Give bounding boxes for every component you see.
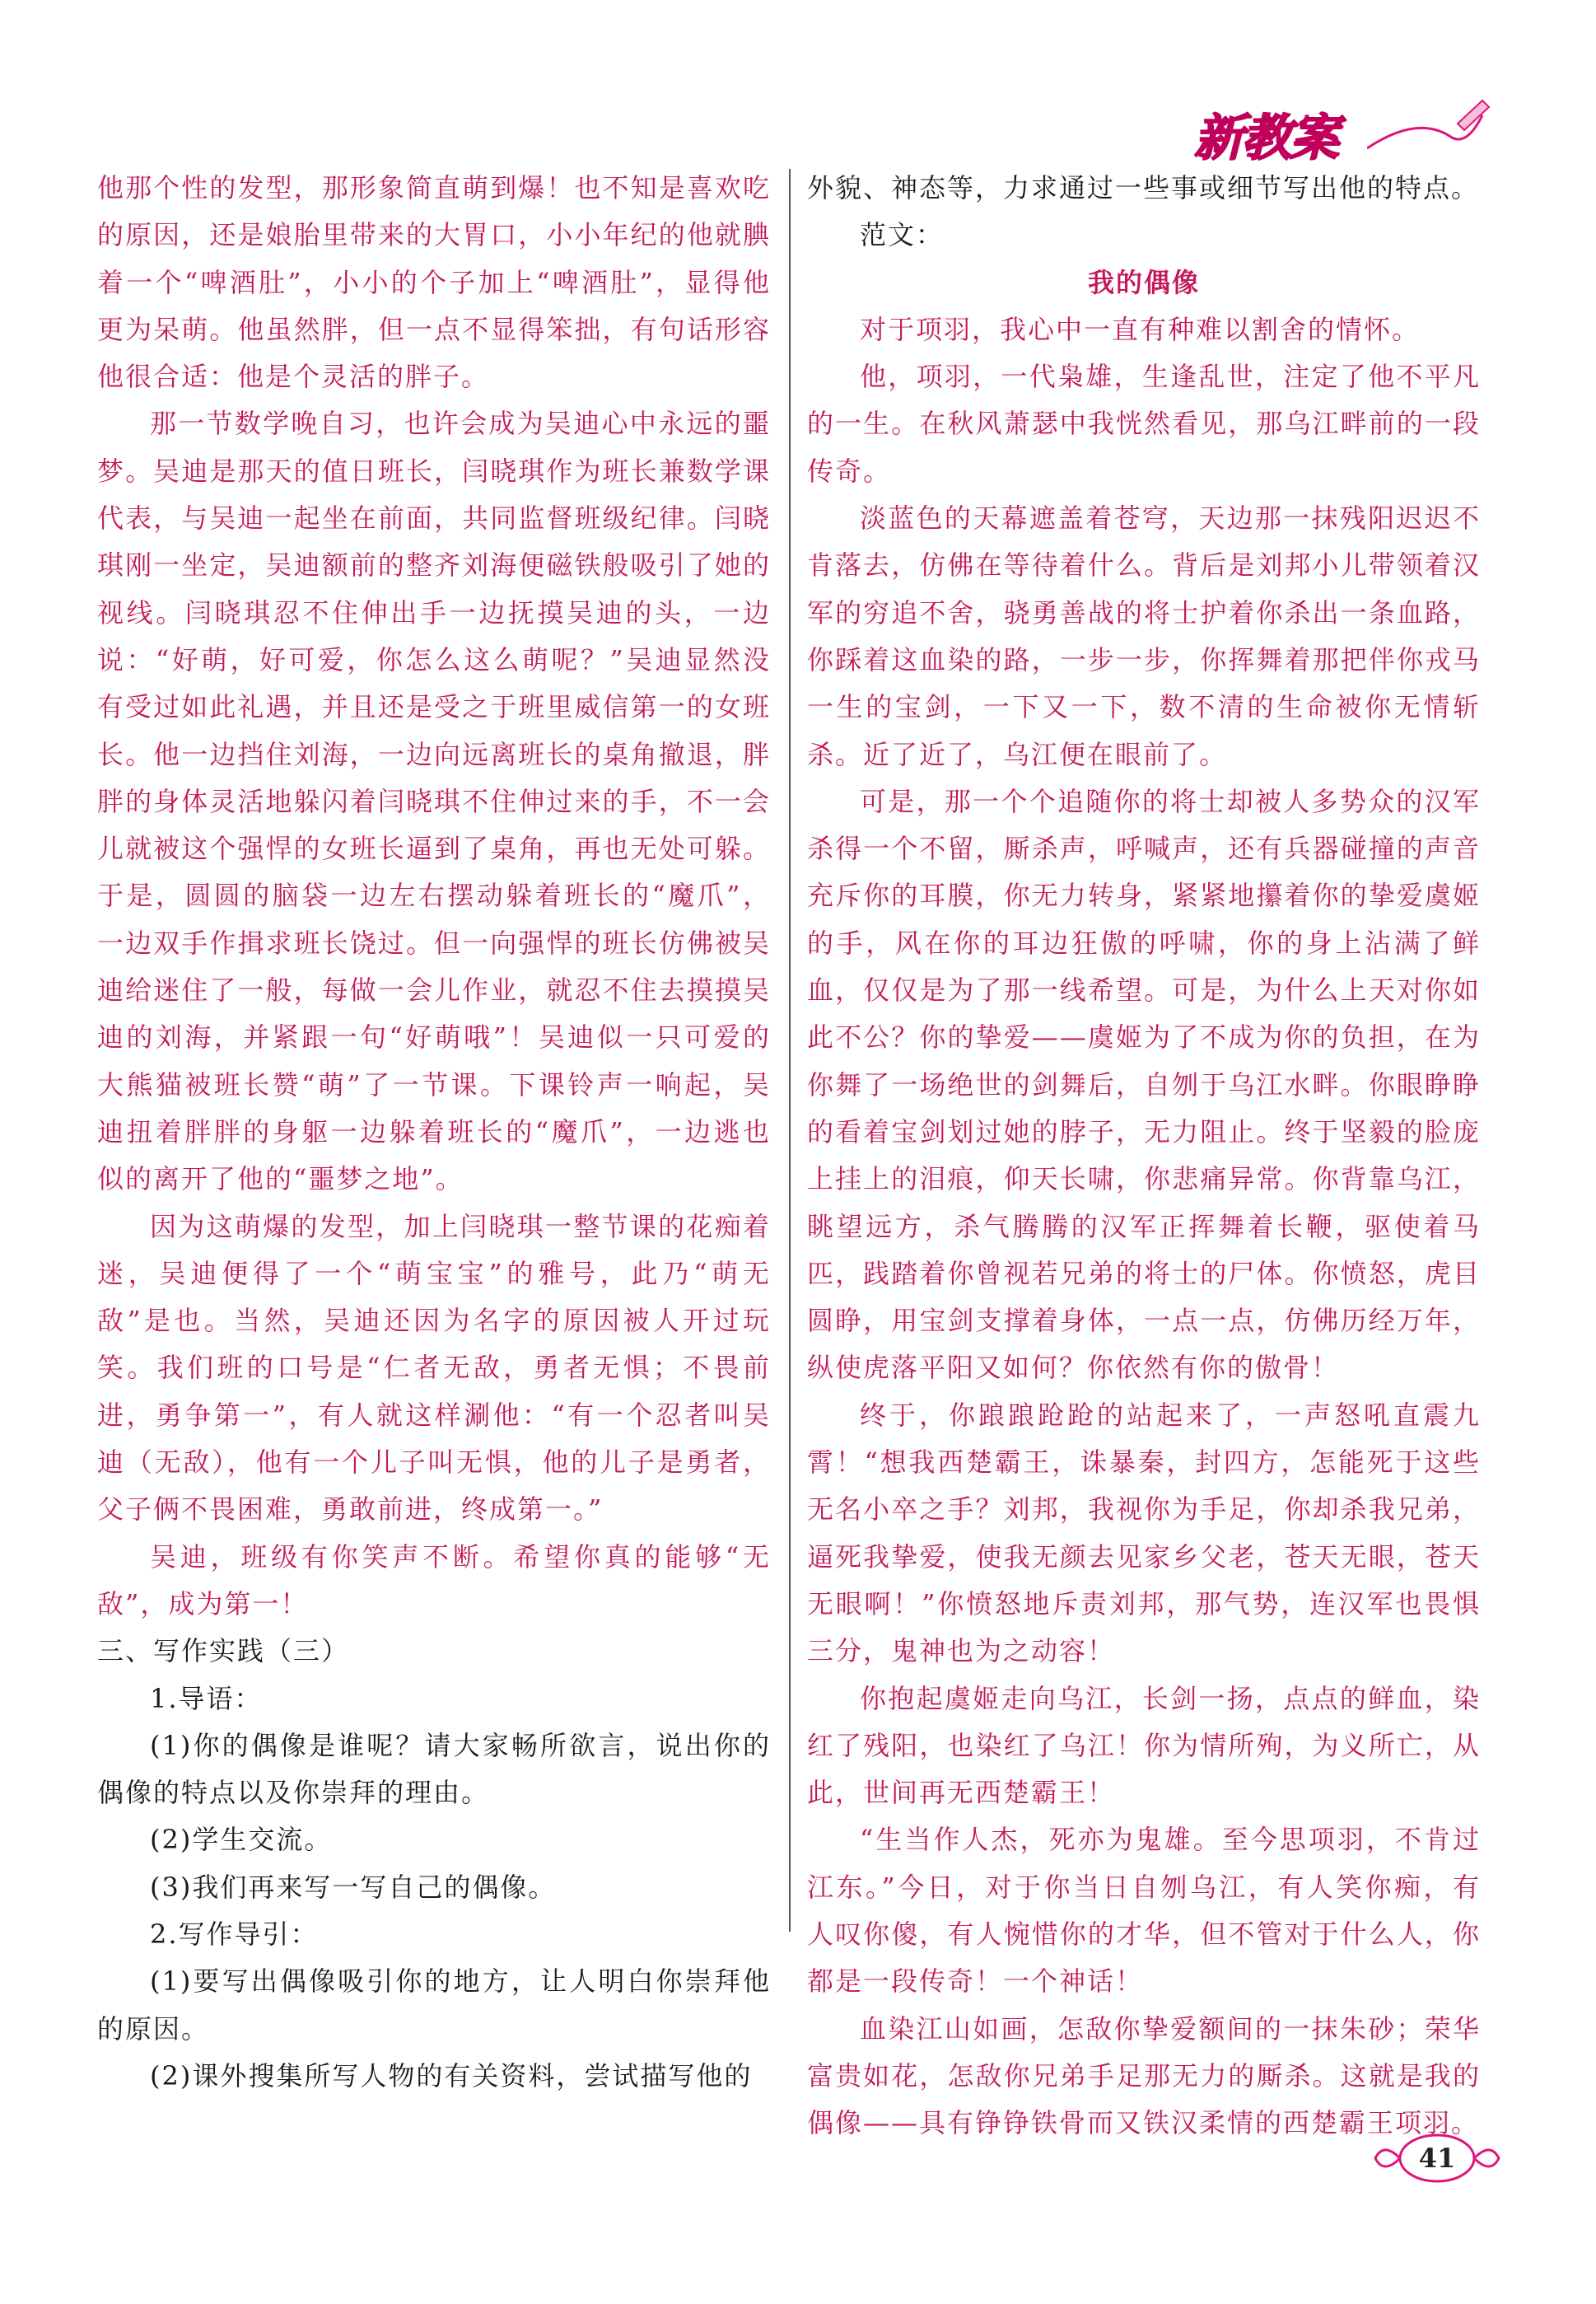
guide-item-3: (3)我们再来写一写自己的偶像。 <box>150 1871 557 1903</box>
writing-item-1: (1)要写出偶像吸引你的地方，让人明白你崇拜他的原因。 <box>97 1965 771 2045</box>
writing-item-2: (2)课外搜集所写人物的有关资料，尝试描写他的 <box>150 2059 753 2091</box>
essay-paragraph-1: 对于项羽，我心中一直有种难以割舍的情怀。 <box>860 313 1421 345</box>
logo-text: 新教案 <box>1194 110 1337 167</box>
guide-item-1: (1)你的偶像是谁呢？请大家畅所欲言，说出你的偶像的特点以及你崇拜的理由。 <box>97 1729 771 1809</box>
left-paragraph-2: 那一节数学晚自习，也许会成为吴迪心中永远的噩梦。吴迪是那天的值日班长，闫晓琪作为班长兼数学课代表，与吴迪一起坐在前面，共同监督班级纪律。闫晓琪刚一坐定，吴迪额前的整齐刘海便磁铁般吸引了她的视线。闫晓琪忍不住伸出手一边抚摸吴迪的头，一边说：“好萌，好可爱，你怎么这么萌呢？”吴迪显然没有受过如此礼遇，并且还是受之于班里威信第一的女班长。他一边挡住刘海，一边向远离班长的桌角撤退，胖胖的身体灵活地躲闪着闫晓琪不住伸过来的手，不一会儿就被这个强悍的女班长逼到了桌角，再也无处可躲。于是，圆圆的脑袋一边左右摆动躲着班长的“魔爪”，一边双手作揖求班长饶过。但一向强悍的班长仿佛被吴迪给迷住了一般，每做一会儿作业，就忍不住去摸摸吴迪的刘海，并紧跟一句“好萌哦”！吴迪似一只可爱的大熊猫被班长赞“萌”了一节课。下课铃声一响起，吴迪扭着胖胖的身躯一边躲着班长的“魔爪”，一边逃也似的离开了他的“噩梦之地”。 <box>97 408 771 1195</box>
guide-heading: 1.导语： <box>150 1682 263 1714</box>
left-paragraph-4: 吴迪，班级有你笑声不断。希望你真的能够“无敌”，成为第一！ <box>97 1540 771 1619</box>
right-column <box>807 165 1481 2147</box>
guide-item-2: (2)学生交流。 <box>150 1824 333 1856</box>
left-column <box>97 165 771 2100</box>
essay-paragraph-3: 淡蓝色的天幕遮盖着苍穹，天边那一抹残阳迟迟不肯落去，仿佛在等待着什么。背后是刘邦小儿带领着汉军的穷追不舍，骁勇善战的将士护着你杀出一条血路，你踩着这血染的路，一步一步，你挥舞着那把伴你戎马一生的宝剑，一下又一下，数不清的生命被你无情斩杀。近了近了，乌江便在眼前了。 <box>807 502 1481 770</box>
essay-paragraph-5: 终于，你踉踉跄跄的站起来了，一声怒吼直震九霄！“想我西楚霸王，诛暴秦，封四方，怎能死于这些无名小卒之手？刘邦，我视你为手足，你却杀我兄弟，逼死我挚爱，使我无颜去见家乡父老，苍天无眼，苍天无眼啊！”你愤怒地斥责刘邦，那气势，连汉军也畏惧三分，鬼神也为之动容！ <box>807 1399 1481 1667</box>
essay-paragraph-4: 可是，那一个个追随你的将士却被人多势众的汉军杀得一个不留，厮杀声，呼喊声，还有兵器碰撞的声音充斥你的耳膜，你无力转身，紧紧地攥着你的挚爱虞姬的手，风在你的耳边狂傲的呼啸，你的身上沾满了鲜血，仅仅是为了那一线希望。可是，为什么上天对你如此不公？你的挚爱——虞姬为了不成为你的负担，在为你舞了一场绝世的剑舞后，自刎于乌江水畔。你眼睁睁的看着宝剑划过她的脖子，无力阻止。终于坚毅的脸庞上挂上的泪痕，仰天长啸，你悲痛异常。你背靠乌江，眺望远方，杀气腾腾的汉军正挥舞着长鞭，驱使着马匹，践踏着你曾视若兄弟的将士的尸体。你愤怒，虎目圆睁，用宝剑支撑着身体，一点一点，仿佛历经万年，纵使虎落平阳又如何？你依然有你的傲骨！ <box>807 785 1481 1384</box>
page-number: 41 <box>1418 2143 1456 2174</box>
writing-heading: 2.写作导引： <box>150 1918 319 1950</box>
essay-paragraph-7: “生当作人杰，死亦为鬼雄。至今思项羽，不肯过江东。”今日，对于你当日自刎乌江，有人笑你痴，有人叹你傻，有人惋惜你的才华，但不管对于什么人，你都是一段传奇！一个神话！ <box>807 1824 1481 1998</box>
essay-paragraph-6: 你抱起虞姬走向乌江，长剑一扬，点点的鲜血，染红了残阳，也染红了乌江！你为情所殉，为义所亡，从此，世间再无西楚霸王！ <box>807 1682 1481 1809</box>
continuation-text: 外貌、神态等，力求通过一些事或细节写出他的特点。 <box>807 172 1480 203</box>
pencil-swoosh-icon <box>1367 91 1491 165</box>
essay-paragraph-2: 他，项羽，一代枭雄，生逢乱世，注定了他不平凡的一生。在秋风萧瑟中我恍然看见，那乌江畔前的一段传奇。 <box>807 361 1481 487</box>
column-divider <box>789 169 791 1932</box>
essay-paragraph-8: 血染江山如画，怎敌你挚爱额间的一抹朱砂；荣华富贵如花，怎敌你兄弟手足那无力的厮杀。这就是我的偶像——具有铮铮铁骨而又铁汉柔情的西楚霸王项羽。 <box>807 2012 1481 2139</box>
left-paragraph-3: 因为这萌爆的发型，加上闫晓琪一整节课的花痴着迷，吴迪便得了一个“萌宝宝”的雅号，此乃“萌无敌”是也。当然，吴迪还因为名字的原因被人开过玩笑。我们班的口号是“仁者无敌，勇者无惧；不畏前进，勇争第一”，有人就这样涮他：“有一个忍者叫吴迪（无敌），他有一个儿子叫无惧，他的儿子是勇者，父子俩不畏困难，勇敢前进，终成第一。” <box>97 1210 771 1526</box>
section-heading: 三、写作实践（三） <box>97 1635 350 1667</box>
page-number-badge <box>1371 2125 1503 2191</box>
sample-label: 范文： <box>860 219 945 251</box>
essay-title: 我的偶像 <box>1087 266 1200 298</box>
left-paragraph-1: 他那个性的发型，那形象简直萌到爆！也不知是喜欢吃的原因，还是娘胎里带来的大胃口，小小年纪的他就腆着一个“啤酒肚”，小小的个子加上“啤酒肚”，显得他更为呆萌。他虽然胖，但一点不显得笨拙，有句话形容他很合适：他是个灵活的胖子。 <box>97 172 771 393</box>
